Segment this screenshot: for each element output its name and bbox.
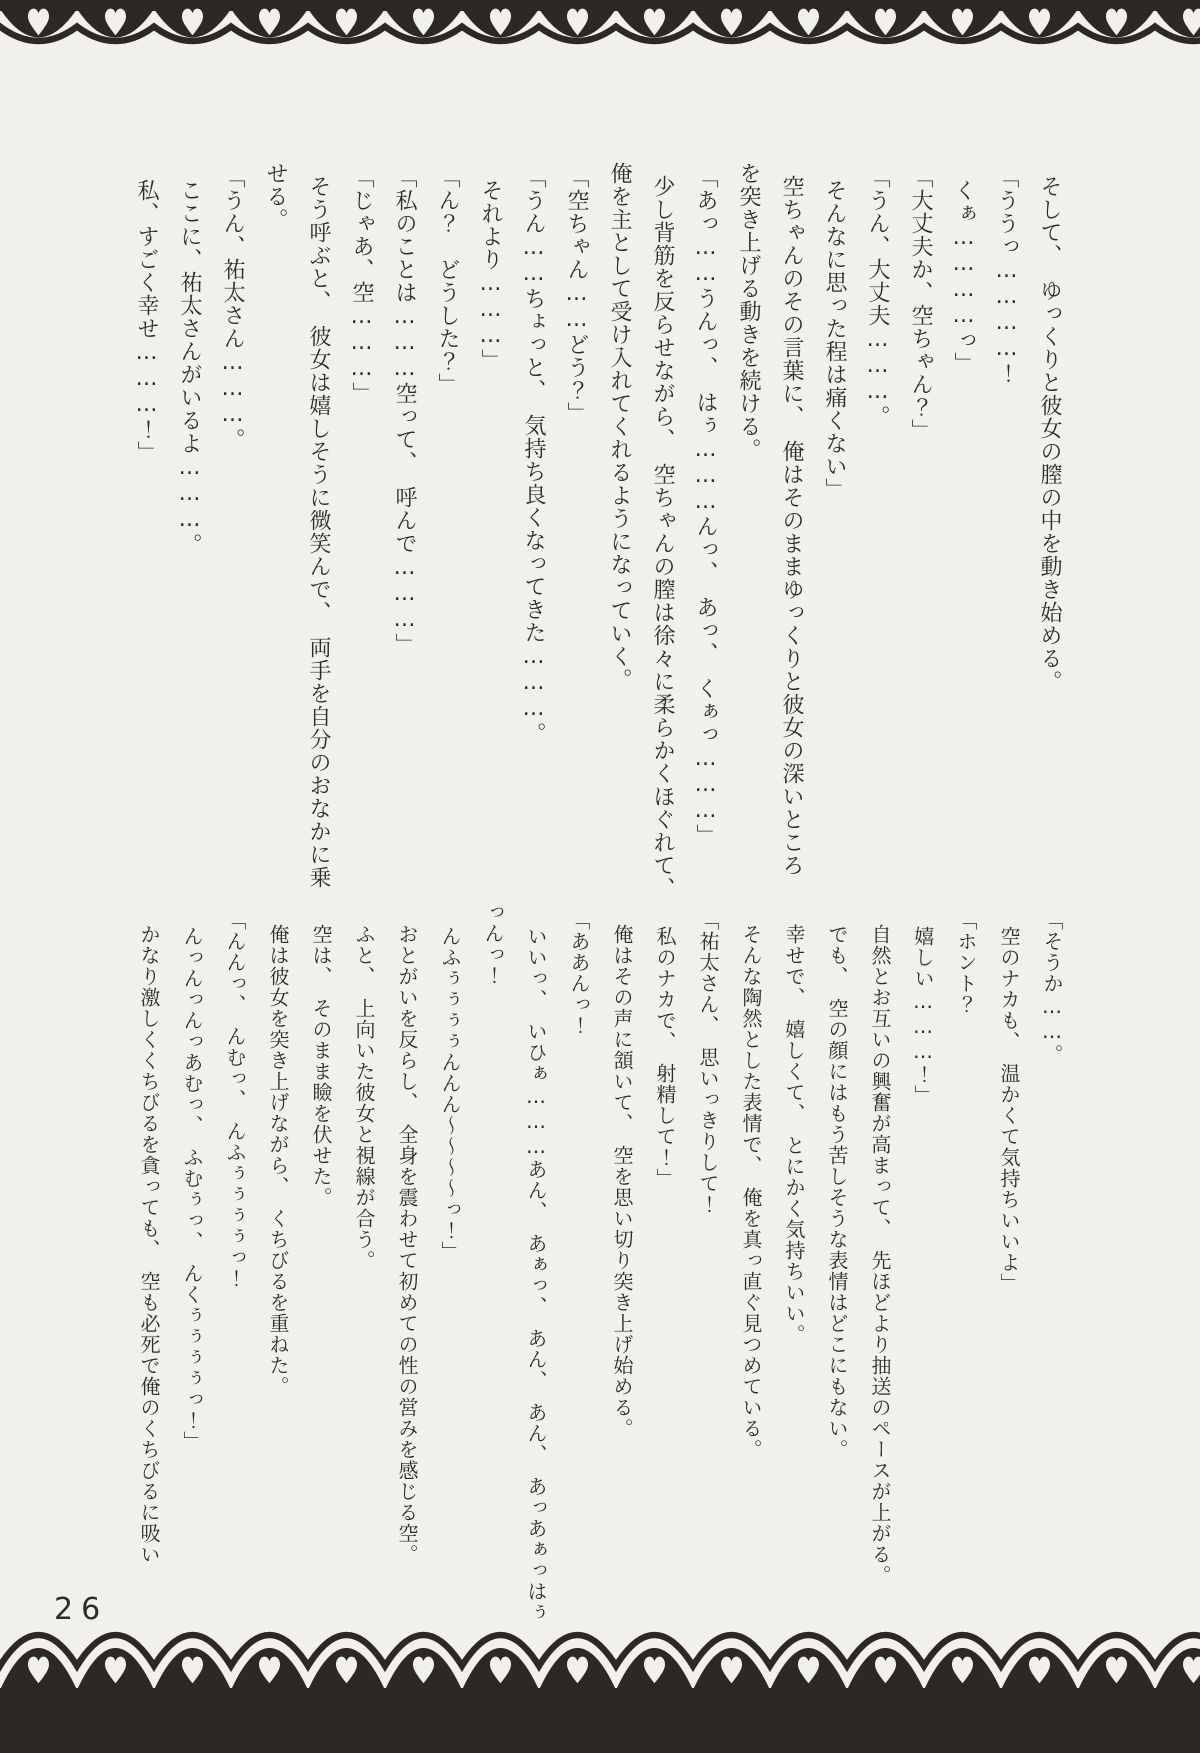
text-column-line: でも、 空の顔にはもう苦しそうな表情はどこにもない。 — [825, 924, 849, 1460]
heart-lace-border-top — [0, 0, 1200, 64]
text-column-line: 「ああんっ！ — [567, 910, 591, 1036]
text-column-line: んふぅぅぅぅんんん〜〜〜〜っ！」 — [438, 926, 462, 1262]
text-column-line: ふと、 上向いた彼女と視線が合う。 — [352, 924, 376, 1271]
text-column-line: 俺はその声に頷いて、 空を思い切り突き上げ始める。 — [610, 924, 634, 1439]
text-column-line: そんな陶然とした表情で、 俺を真っ直ぐ見つめている。 — [739, 924, 763, 1460]
text-column-line: 「んんっ、 んむっ、 んふぅぅぅぅっ！ — [223, 910, 247, 1289]
text-column-line: 「じゃあ、空………」 — [349, 166, 374, 405]
text-column-line: そう呼ぶと、 彼女は嬉しそうに微笑んで、 両手を自分のおなかに乗 — [306, 175, 331, 889]
text-column-line: くぁ…………っ」 — [951, 179, 976, 375]
text-column-line: 私、すごく幸せ………！」 — [134, 179, 159, 464]
text-column-line: 「そうか……。 — [1040, 910, 1064, 1065]
text-column-line: それより………」 — [478, 179, 503, 372]
text-block-lower — [116, 902, 1062, 1642]
text-column-line: 嬉しい………！」 — [911, 926, 935, 1106]
text-column-line: 俺を主として受け入れてくれるようになっていく。 — [607, 162, 632, 691]
text-column-line: 「うん……ちょっと、 気持ち良くなってきた………。 — [521, 166, 546, 745]
text-column-line: 空のナカも、 温かくて気持ちいいよ」 — [997, 926, 1021, 1294]
text-column-line: 俺は彼女を突き上げながら、 くちびるを重ねた。 — [266, 924, 290, 1397]
text-column-line: 「空ちゃん……どう？」 — [564, 166, 589, 425]
text-column-line: いいっ、 いひぁ………あん、 あぁっ、 あん、 あん、 あっあぁっはぅ — [524, 926, 548, 1623]
text-column-line: 「私のことは………空って、 呼んで………」 — [392, 166, 417, 656]
text-column-line: 「うん、祐太さん………。 — [220, 166, 245, 451]
text-column-line: っんっ！ — [481, 902, 505, 986]
text-column-line: 空ちゃんのその言葉に、 俺はそのままゆっくりと彼女の深いところ — [779, 175, 804, 877]
text-column-line: せる。 — [263, 162, 288, 231]
text-column-line: 「大丈夫か、空ちゃん？」 — [908, 166, 933, 442]
text-block-upper — [114, 162, 1060, 1022]
text-column-line: そんなに思った程は痛くない」 — [822, 179, 847, 501]
text-column-line: ここに、祐太さんがいるよ………。 — [177, 179, 202, 556]
text-column-line: 「ううっ…………！ — [994, 166, 1019, 385]
page-number: 26 — [54, 1592, 109, 1627]
text-column-line: 「ホント？ — [954, 910, 978, 1015]
text-column-line: 「ん？ どうした？」 — [435, 166, 460, 396]
heart-lace-border-bottom — [0, 1628, 1200, 1753]
text-column-line: かなり激しくくちびるを貪っても、 空も必死で俺のくちびるに吸い — [137, 924, 161, 1565]
text-column-line: そして、 ゆっくりと彼女の膣の中を動き始める。 — [1037, 175, 1062, 693]
text-column-line: 自然とお互いの興奮が高まって、 先ほどより抽送のペースが上がる。 — [868, 924, 892, 1586]
text-column-line: を突き上げる動きを続ける。 — [736, 162, 761, 461]
text-column-line: 「うん、大丈夫………。 — [865, 166, 890, 428]
text-column-line: おとがいを反らし、 全身を震わせて初めての性の営みを感じる空。 — [395, 924, 419, 1565]
text-column-line: 私のナカで、 射精して！」 — [653, 926, 677, 1189]
text-column-line: 空は、 そのまま瞼を伏せた。 — [309, 924, 333, 1208]
text-column-line: 「祐太さん、 思いっきりして！ — [696, 910, 720, 1215]
text-column-line: んっんっんっあむっ、 ふむぅっ、 んくぅぅぅぅっ！」 — [180, 926, 204, 1452]
text-column-line: 少し背筋を反らせながら、 空ちゃんの膣は徐々に柔らかくほぐれて、 — [650, 175, 675, 900]
text-column-line: 幸せで、 嬉しくて、 とにかく気持ちいい。 — [782, 924, 806, 1345]
text-column-line: 「あっ……うんっ、 はぅ………んっ、 あっ、 くぁっ………」 — [693, 166, 718, 847]
